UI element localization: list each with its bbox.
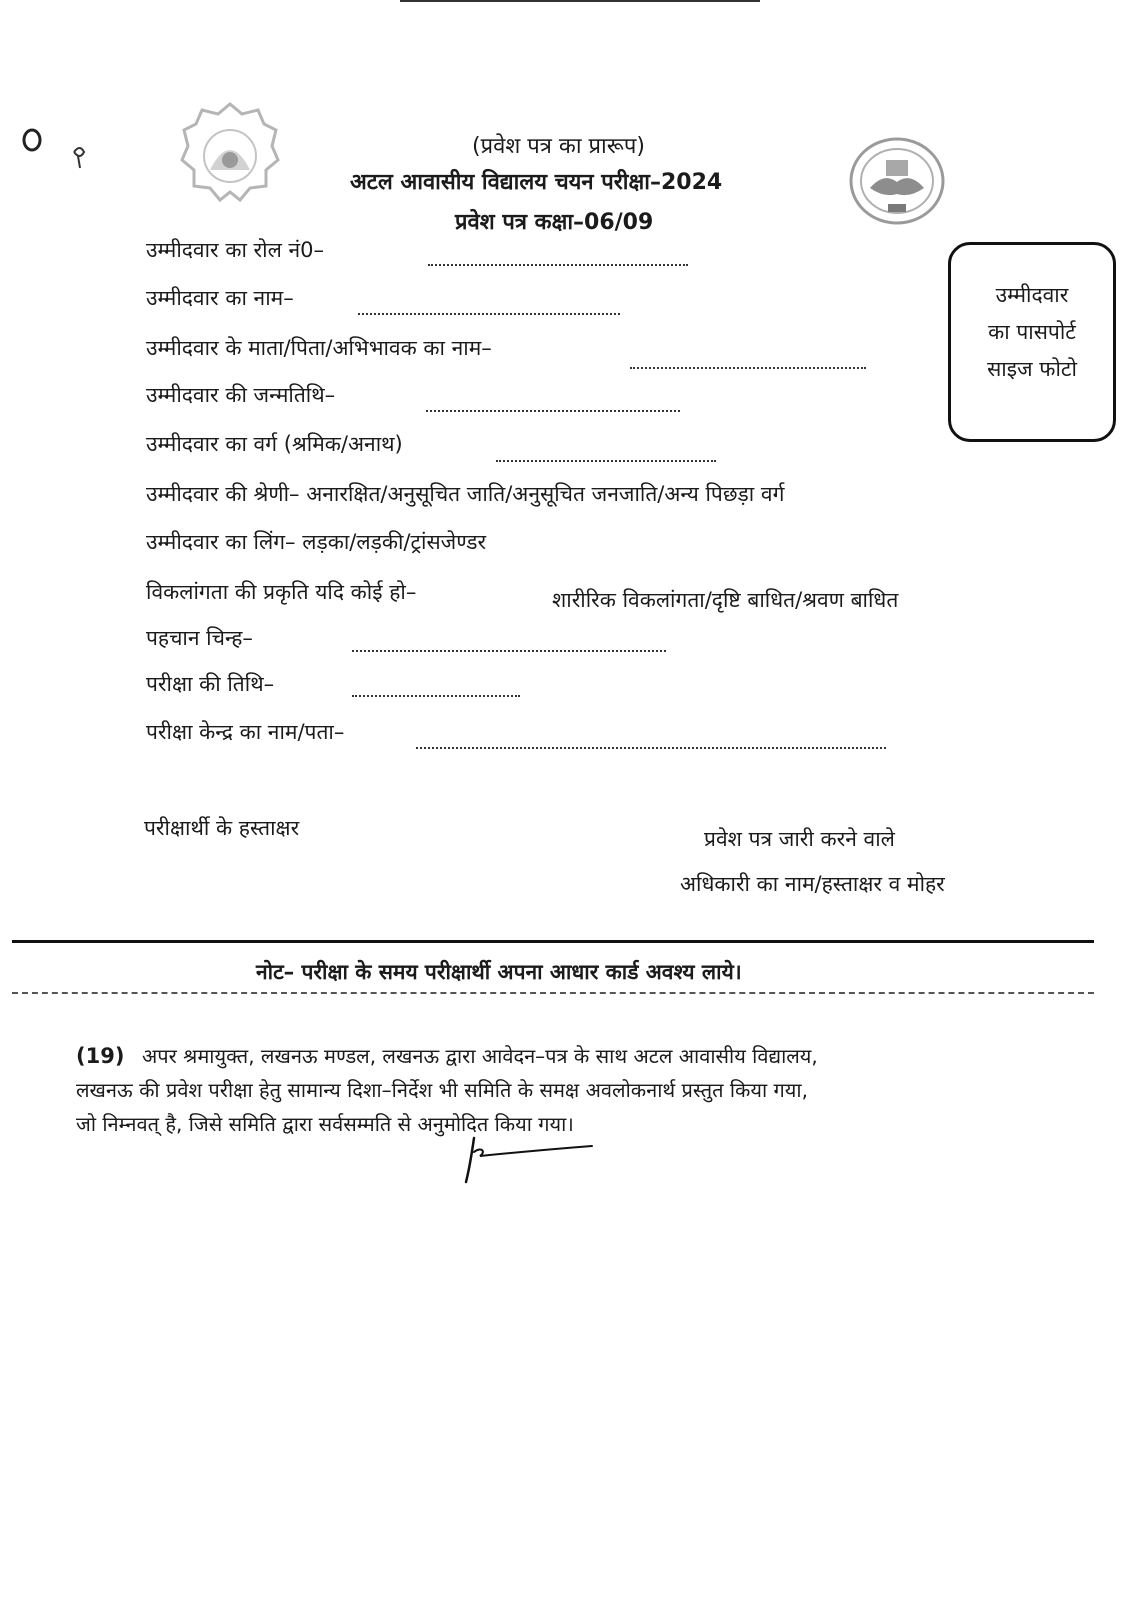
identification-mark-label: पहचान चिन्ह–: [146, 626, 253, 650]
dob-label: उम्मीदवार की जन्मतिथि–: [146, 383, 336, 407]
exam-date-blank: [352, 695, 520, 697]
exam-centre-blank: [416, 747, 886, 749]
admit-card-class: प्रवेश पत्र कक्षा–06/09: [455, 210, 654, 235]
dob-blank: [426, 410, 680, 412]
disability-options: शारीरिक विकलांगता/दृष्टि बाधित/श्रवण बाधित: [552, 588, 899, 612]
paragraph-line1: अपर श्रमायुक्त, लखनऊ मण्डल, लखनऊ द्वारा आवेदन–पत्र के साथ अटल आवासीय विद्यालय,: [142, 1044, 818, 1068]
divider-top: [12, 940, 1094, 943]
scan-edge: [400, 0, 760, 2]
margin-mark: [18, 126, 88, 176]
paragraph-line3: जो निम्नवत् है, जिसे समिति द्वारा सर्वसम्मति से अनुमोदित किया गया।: [76, 1112, 574, 1136]
photo-box-line3: साइज फोटो: [987, 357, 1077, 381]
exam-title: अटल आवासीय विद्यालय चयन परीक्षा–2024: [350, 170, 723, 195]
exam-date-label: परीक्षा की तिथि–: [146, 672, 275, 696]
officer-signature-line2: अधिकारी का नाम/हस्ताक्षर व मोहर: [680, 872, 945, 896]
roll-number-label: उम्मीदवार का रोल नं0–: [146, 238, 325, 262]
item-number: (19): [76, 1044, 125, 1068]
photo-box-line1: उम्मीदवार: [995, 283, 1069, 307]
class-group-label: उम्मीदवार का वर्ग (श्रमिक/अनाथ): [146, 432, 403, 456]
roll-number-blank: [428, 264, 688, 266]
exam-centre-label: परीक्षा केन्द्र का नाम/पता–: [146, 720, 345, 744]
identification-mark-blank: [352, 650, 666, 652]
passport-photo-box: [948, 242, 1116, 442]
gender-label: उम्मीदवार का लिंग– लड़का/लड़की/ट्रांसजेण्डर: [146, 530, 487, 554]
photo-box-line2: का पासपोर्ट: [988, 320, 1076, 344]
note-text: नोट– परीक्षा के समय परीक्षार्थी अपना आधार कार्ड अवश्य लाये।: [256, 960, 742, 984]
divider-bottom: [12, 992, 1094, 994]
officer-signature-line1: प्रवेश पत्र जारी करने वाले: [704, 827, 895, 851]
handwritten-initial: [460, 1132, 600, 1188]
candidate-name-label: उम्मीदवार का नाम–: [146, 286, 294, 310]
left-emblem: [180, 100, 280, 205]
parent-name-blank: [630, 367, 866, 369]
candidate-name-blank: [358, 313, 620, 315]
form-format-caption: (प्रवेश पत्र का प्रारूप): [472, 134, 645, 159]
class-group-blank: [496, 460, 716, 462]
paragraph-line2: लखनऊ की प्रवेश परीक्षा हेतु सामान्य दिशा–निर्देश भी समिति के समक्ष अवलोकनार्थ प्रस्तुत किया गया,: [76, 1078, 808, 1102]
disability-label: विकलांगता की प्रकृति यदि कोई हो–: [146, 580, 417, 604]
candidate-signature-label: परीक्षार्थी के हस्ताक्षर: [144, 816, 300, 840]
category-label: उम्मीदवार की श्रेणी– अनारक्षित/अनुसूचित जाति/अनुसूचित जनजाति/अन्य पिछड़ा वर्ग: [146, 482, 785, 506]
parent-name-label: उम्मीदवार के माता/पिता/अभिभावक का नाम–: [146, 336, 492, 360]
right-emblem: [848, 136, 946, 226]
